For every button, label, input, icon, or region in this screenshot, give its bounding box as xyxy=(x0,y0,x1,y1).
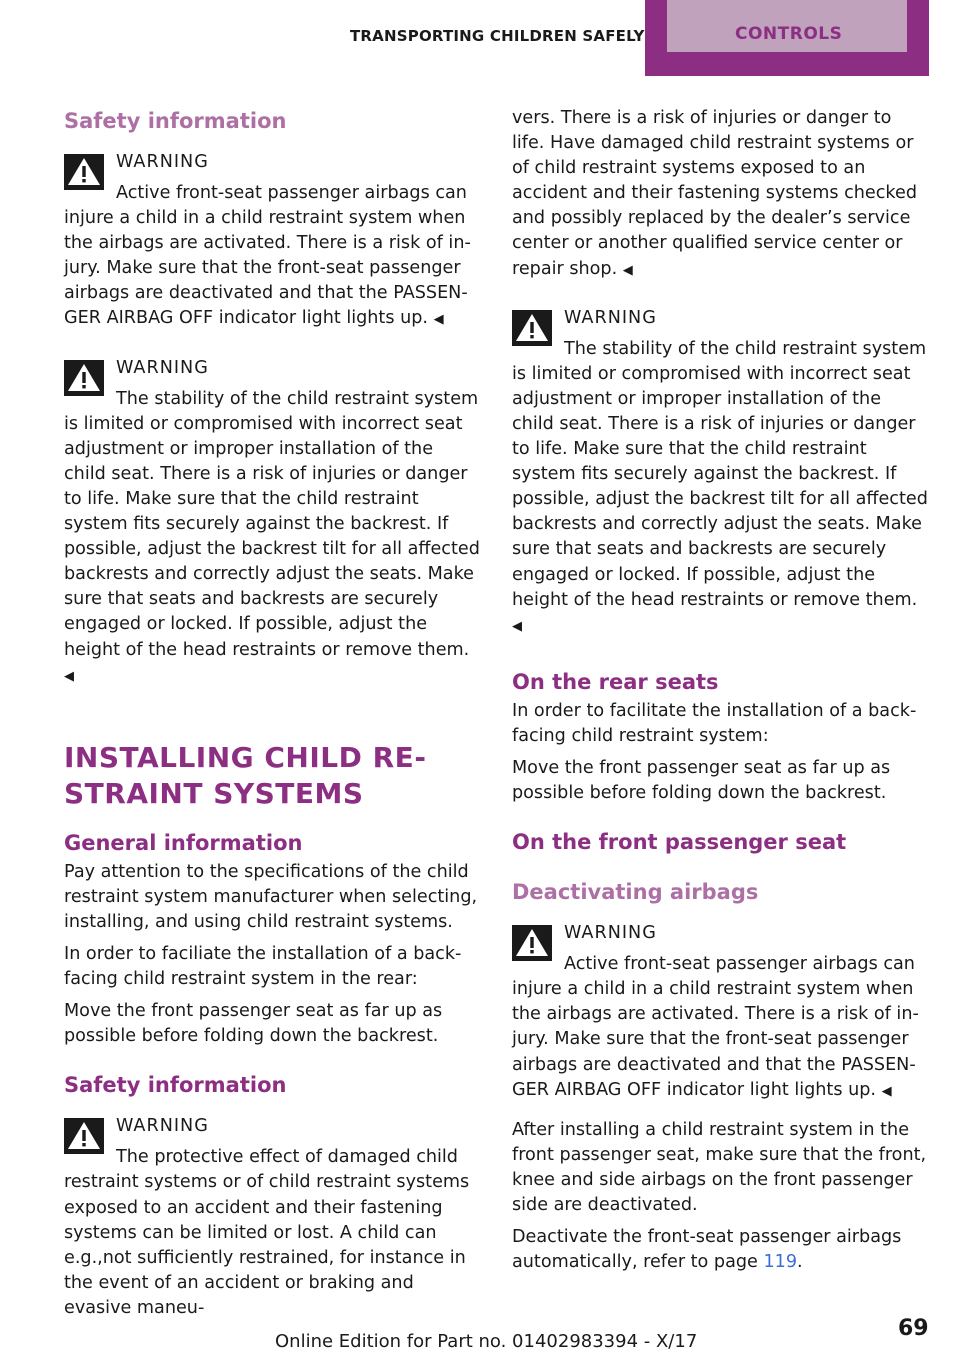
front-passenger-seat-heading: On the front passenger seat xyxy=(512,830,847,855)
warning-triangle-icon xyxy=(512,310,552,346)
header-tab-label: CONTROLS xyxy=(735,24,843,44)
paragraph: Move the front passenger seat as far up as possible before folding down the backrest. xyxy=(64,1001,443,1047)
warning-block xyxy=(64,1108,480,1321)
warning-triangle-icon xyxy=(512,925,552,961)
warning-triangle-icon xyxy=(64,154,104,190)
header-section-title: TRANSPORTING CHILDREN SAFELY xyxy=(350,27,645,45)
deactivating-airbags-heading: Deactivating airbags xyxy=(512,880,759,905)
continued-paragraph: vers. There is a risk of injuries or danger to life. Have damaged child restraint systems or of child restraint systems exposed to an accident and their fastening systems checked and possibly replaced by the dealer’s service center or another qualified service center or repair shop. ◀ xyxy=(512,108,917,279)
footer-edition: Online Edition for Part no. 01402983394 - X/17 xyxy=(275,1331,698,1352)
warning-label: WARNING xyxy=(116,1116,209,1137)
safety-heading: Safety information xyxy=(64,109,287,133)
warning-text: The stability of the child restraint system is limited or compromised with incorrect seat adjustment or improper installation of the child seat. There is a risk of injuries or danger to life. Make sure that the child restraint system fits securely against the backrest. If possible, adjust the backrest tilt for all affected backrests and correctly adjust the seats. Make sure that seats and backrests are securely engaged or locked. If possible, adjust the height of the head restraints or remove them. ◀ xyxy=(64,388,480,684)
warning-label: WARNING xyxy=(116,357,209,378)
warning-text: The stability of the child restraint system is limited or compromised with incorrect seat adjustment or improper installation of the child seat. There is a risk of injuries or danger to life. Make sure that the child restraint system fits securely against the backrest. If possible, adjust the backrest tilt for all affected backrests and correctly adjust the seats. Make sure that seats and backrests are securely engaged or locked. If possible, adjust the height of the head restraints or remove them. ◀ xyxy=(512,338,928,634)
warning-label: WARNING xyxy=(116,152,209,172)
paragraph: Pay attention to the specifications of the child restraint system manufacturer when selecting, installing, and using child restraint systems. xyxy=(64,861,478,932)
paragraph: Move the front passenger seat as far up as possible before folding down the backrest. xyxy=(512,757,891,804)
page-number: 69 xyxy=(898,1316,929,1341)
warning-block xyxy=(512,300,928,639)
warning-block xyxy=(512,915,928,1104)
end-mark: ◀ xyxy=(433,312,444,328)
safety-information-heading: Safety information xyxy=(64,1073,287,1098)
rear-seats-heading: On the rear seats xyxy=(512,669,719,694)
end-mark: ◀ xyxy=(512,618,522,634)
right-column xyxy=(512,106,928,1275)
main-heading: INSTALLING CHILD RESTRAINT SYSTEMS xyxy=(64,740,426,810)
paragraph: After installing a child restraint system in the front passenger seat, make sure that the front, knee and side airbags on the front passenger side are deactivated. xyxy=(512,1119,927,1215)
general-information-heading: General information xyxy=(64,830,303,855)
paragraph: Deactivate the front-seat passenger airbags automatically, refer to page 119. xyxy=(512,1227,902,1273)
paragraph: In order to faciliate the installation of a backfacing child restraint system in the rear: xyxy=(64,943,462,990)
warning-triangle-icon xyxy=(64,360,104,396)
warning-text: Active front-seat passenger airbags can injure a child in a child restraint system when the airbags are activated. There is a risk of injury. Make sure that the front-seat passenger airbags are deactivated and that the PASSENGER AIRBAG OFF indicator light lights up. ◀ xyxy=(64,183,471,329)
paragraph: In order to facilitate the installation of a backfacing child restraint system: xyxy=(512,700,917,746)
warning-text: The protective effect of damaged child restraint systems or of child restraint systems exposed to an accident and their fastening systems can be limited or lost. A child can e.g.,not sufficiently restrained, for instance in the event of an accident or braking and evasive maneu- xyxy=(64,1147,470,1318)
warning-triangle-icon xyxy=(64,1118,104,1154)
warning-block xyxy=(64,350,480,689)
end-mark: ◀ xyxy=(622,262,633,278)
warning-label: WARNING xyxy=(564,923,657,944)
left-column xyxy=(64,106,480,1321)
header-tab[interactable] xyxy=(645,0,929,76)
end-mark: ◀ xyxy=(64,668,74,684)
warning-label: WARNING xyxy=(564,307,657,328)
warning-block xyxy=(64,144,480,333)
page-link[interactable]: 119 xyxy=(763,1252,798,1273)
warning-text: Active front-seat passenger airbags can injure a child in a child restraint system when the airbags are activated. There is a risk of injury. Make sure that the front-seat passenger airbags are deactivated and that the PASSENGER AIRBAG OFF indicator light lights up. ◀ xyxy=(512,954,919,1100)
end-mark: ◀ xyxy=(881,1083,892,1099)
